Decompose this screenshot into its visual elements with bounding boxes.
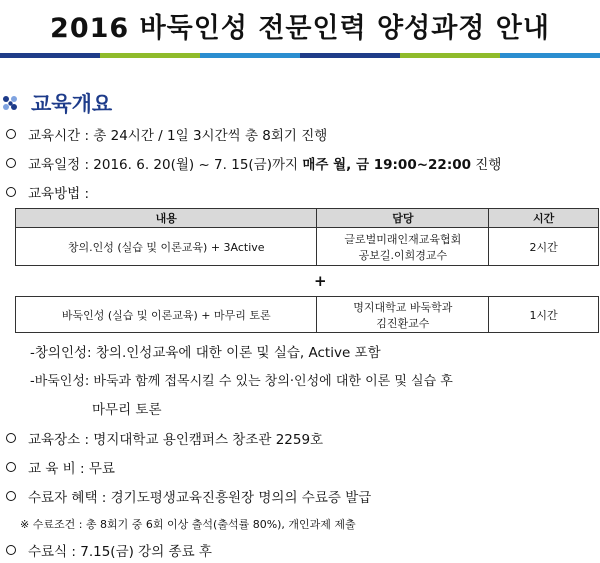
color-segment: [300, 53, 400, 58]
section-heading: [2, 88, 112, 118]
edu-fee-text: 교 육 비 : 무료: [28, 461, 115, 477]
edu-time-text: 교육시간 : 총 24시간 / 1일 3시간씩 총 8회기 진행: [28, 128, 328, 144]
section-title: 교육개요: [31, 92, 113, 116]
circle-bullet-icon: [6, 433, 16, 443]
staff-line: 글로벌미래인재교육협회: [344, 232, 462, 246]
color-segment: [0, 53, 100, 58]
color-segment: [500, 53, 600, 58]
circle-bullet-icon: [6, 129, 16, 139]
ceremony-item: [6, 540, 212, 560]
table-row: [16, 297, 599, 333]
baduk-description-cont: 마무리 토론: [92, 402, 162, 418]
edu-schedule-prefix: 교육일정 : 2016. 6. 20(월) ~ 7. 15(금)까지: [28, 157, 303, 173]
benefit-text: 수료자 혜택 : 경기도평생교육진흥원장 명의의 수료증 발급: [28, 490, 372, 506]
edu-time-item: [6, 124, 327, 144]
row-time: 2시간: [489, 228, 599, 266]
row-time: 1시간: [489, 297, 599, 333]
staff-line: 명지대학교 바둑학과: [353, 300, 453, 314]
ceremony-text: 수료식 : 7.15(금) 강의 종료 후: [28, 544, 212, 560]
header-time: 시간: [489, 209, 599, 228]
color-segment: [200, 53, 300, 58]
circle-bullet-icon: [6, 187, 16, 197]
header-content: 내용: [16, 209, 317, 228]
color-bar: [0, 53, 600, 58]
creativity-description: -창의인성: 창의.인성교육에 대한 이론 및 실습, Active 포함: [30, 345, 381, 361]
staff-line: 공보길.이희경교수: [358, 248, 448, 262]
circle-bullet-icon: [6, 545, 16, 555]
row-staff: [317, 297, 489, 333]
benefit-item: [6, 486, 371, 506]
edu-fee-item: [6, 457, 115, 477]
row-staff: [317, 228, 489, 266]
edu-place-item: [6, 428, 323, 448]
circle-bullet-icon: [6, 491, 16, 501]
program-table-2: [15, 296, 599, 333]
completion-condition-note: ※ 수료조건 : 총 8회기 중 6회 이상 출석(출석률 80%), 개인과제 제출: [20, 518, 356, 531]
row-content: 창의.인성 (실습 및 이론교육) + 3Active: [16, 228, 317, 266]
color-segment: [400, 53, 500, 58]
staff-line: 김진환교수: [376, 316, 430, 330]
color-segment: [100, 53, 200, 58]
edu-schedule-suffix: 진행: [471, 157, 502, 173]
table-header-row: [16, 209, 599, 228]
plus-sign: +: [314, 272, 327, 290]
table-row: [16, 228, 599, 266]
header-staff: 담당: [317, 209, 489, 228]
page-title: 2016 바둑인성 전문인력 양성과정 안내: [50, 13, 550, 44]
baduk-icon: [2, 95, 19, 112]
edu-method-text: 교육방법 :: [28, 186, 90, 202]
edu-method-item: [6, 182, 89, 202]
edu-schedule-bold: 매주 월, 금 19:00~22:00: [302, 157, 472, 173]
circle-bullet-icon: [6, 158, 16, 168]
baduk-description: -바둑인성: 바둑과 함께 접목시킬 수 있는 창의·인성에 대한 이론 및 실습 후: [30, 374, 453, 389]
program-table: [15, 208, 599, 266]
row-content: 바둑인성 (실습 및 이론교육) + 마무리 토론: [16, 297, 317, 333]
circle-bullet-icon: [6, 462, 16, 472]
edu-place-text: 교육장소 : 명지대학교 용인캠퍼스 창조관 2259호: [28, 432, 324, 448]
edu-schedule-item: [6, 153, 501, 173]
